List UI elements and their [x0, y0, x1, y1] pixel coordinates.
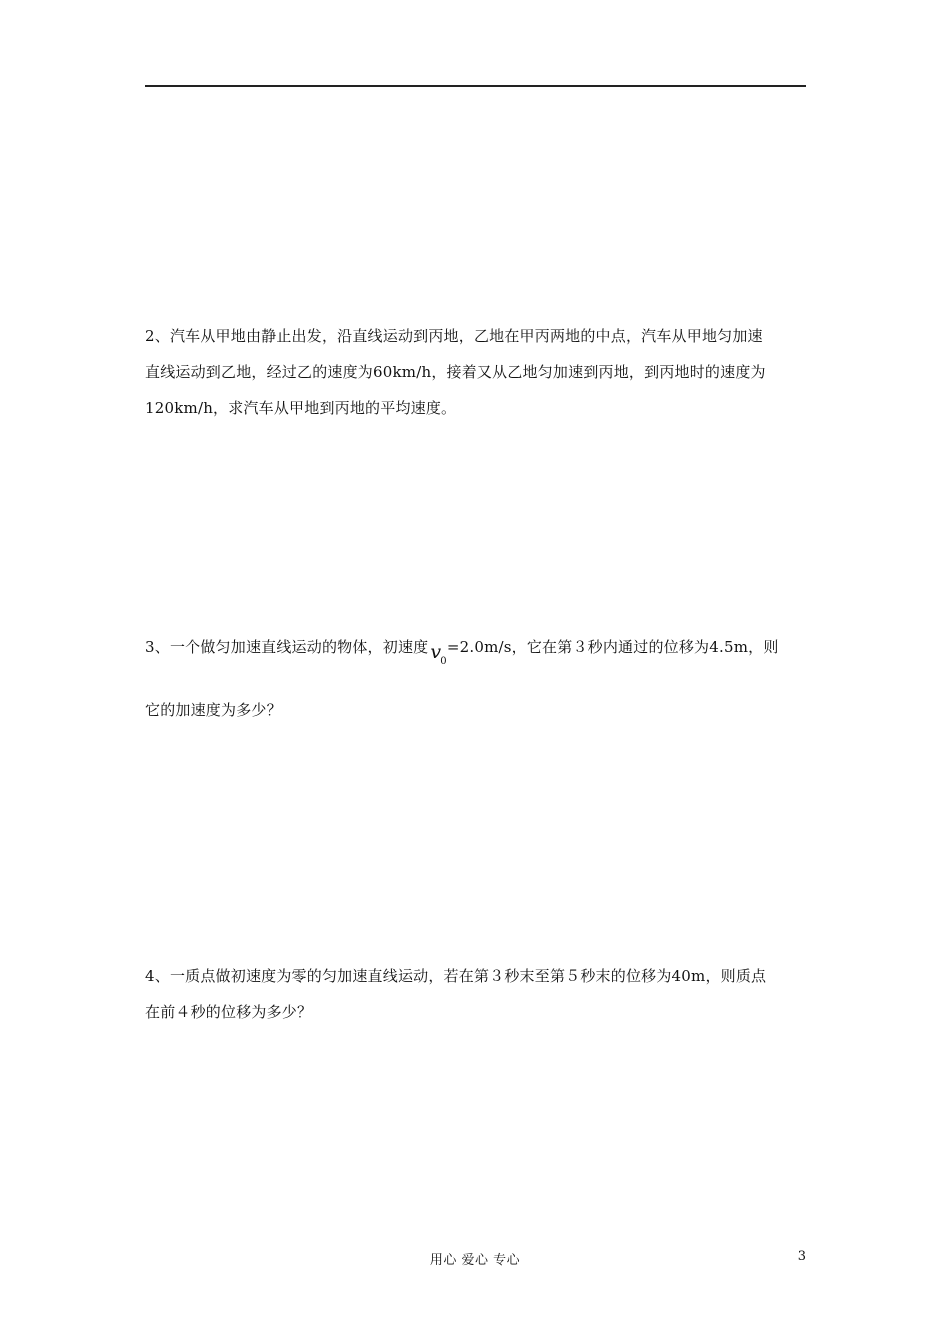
footer-text: 用心 爱心 专心	[429, 1253, 521, 1268]
problem-3	[145, 628, 806, 728]
problem-2	[145, 318, 806, 426]
problem-2-line-1: 2、汽车从甲地由静止出发，沿直线运动到丙地，乙地在甲丙两地的中点，汽车从甲地匀加速	[145, 327, 763, 345]
initial-velocity-subscript: 0	[440, 656, 447, 667]
problem-3-line-2: 它的加速度为多少？	[145, 701, 282, 719]
initial-velocity-symbol: v	[430, 641, 442, 663]
problem-3-text-after: =2.0m/s，它在第３秒内通过的位移为4.5m，则	[446, 638, 779, 656]
problem-3-line-1	[145, 628, 806, 668]
problem-2-line-3: 120km/h，求汽车从甲地到丙地的平均速度。	[145, 399, 457, 417]
problem-4-line-1: 4、一质点做初速度为零的匀加速直线运动，若在第３秒末至第５秒末的位移为40m，则质点	[145, 967, 767, 985]
header-rule	[145, 85, 806, 87]
problem-3-text-before: 3、一个做匀加速直线运动的物体，初速度	[145, 638, 429, 656]
problem-4	[145, 958, 806, 1030]
problem-2-line-2: 直线运动到乙地，经过乙的速度为60km/h，接着又从乙地匀加速到丙地，到丙地时的速度为	[145, 363, 766, 381]
problem-4-line-2: 在前４秒的位移为多少？	[145, 1003, 313, 1021]
page-number: 3	[797, 1249, 806, 1264]
